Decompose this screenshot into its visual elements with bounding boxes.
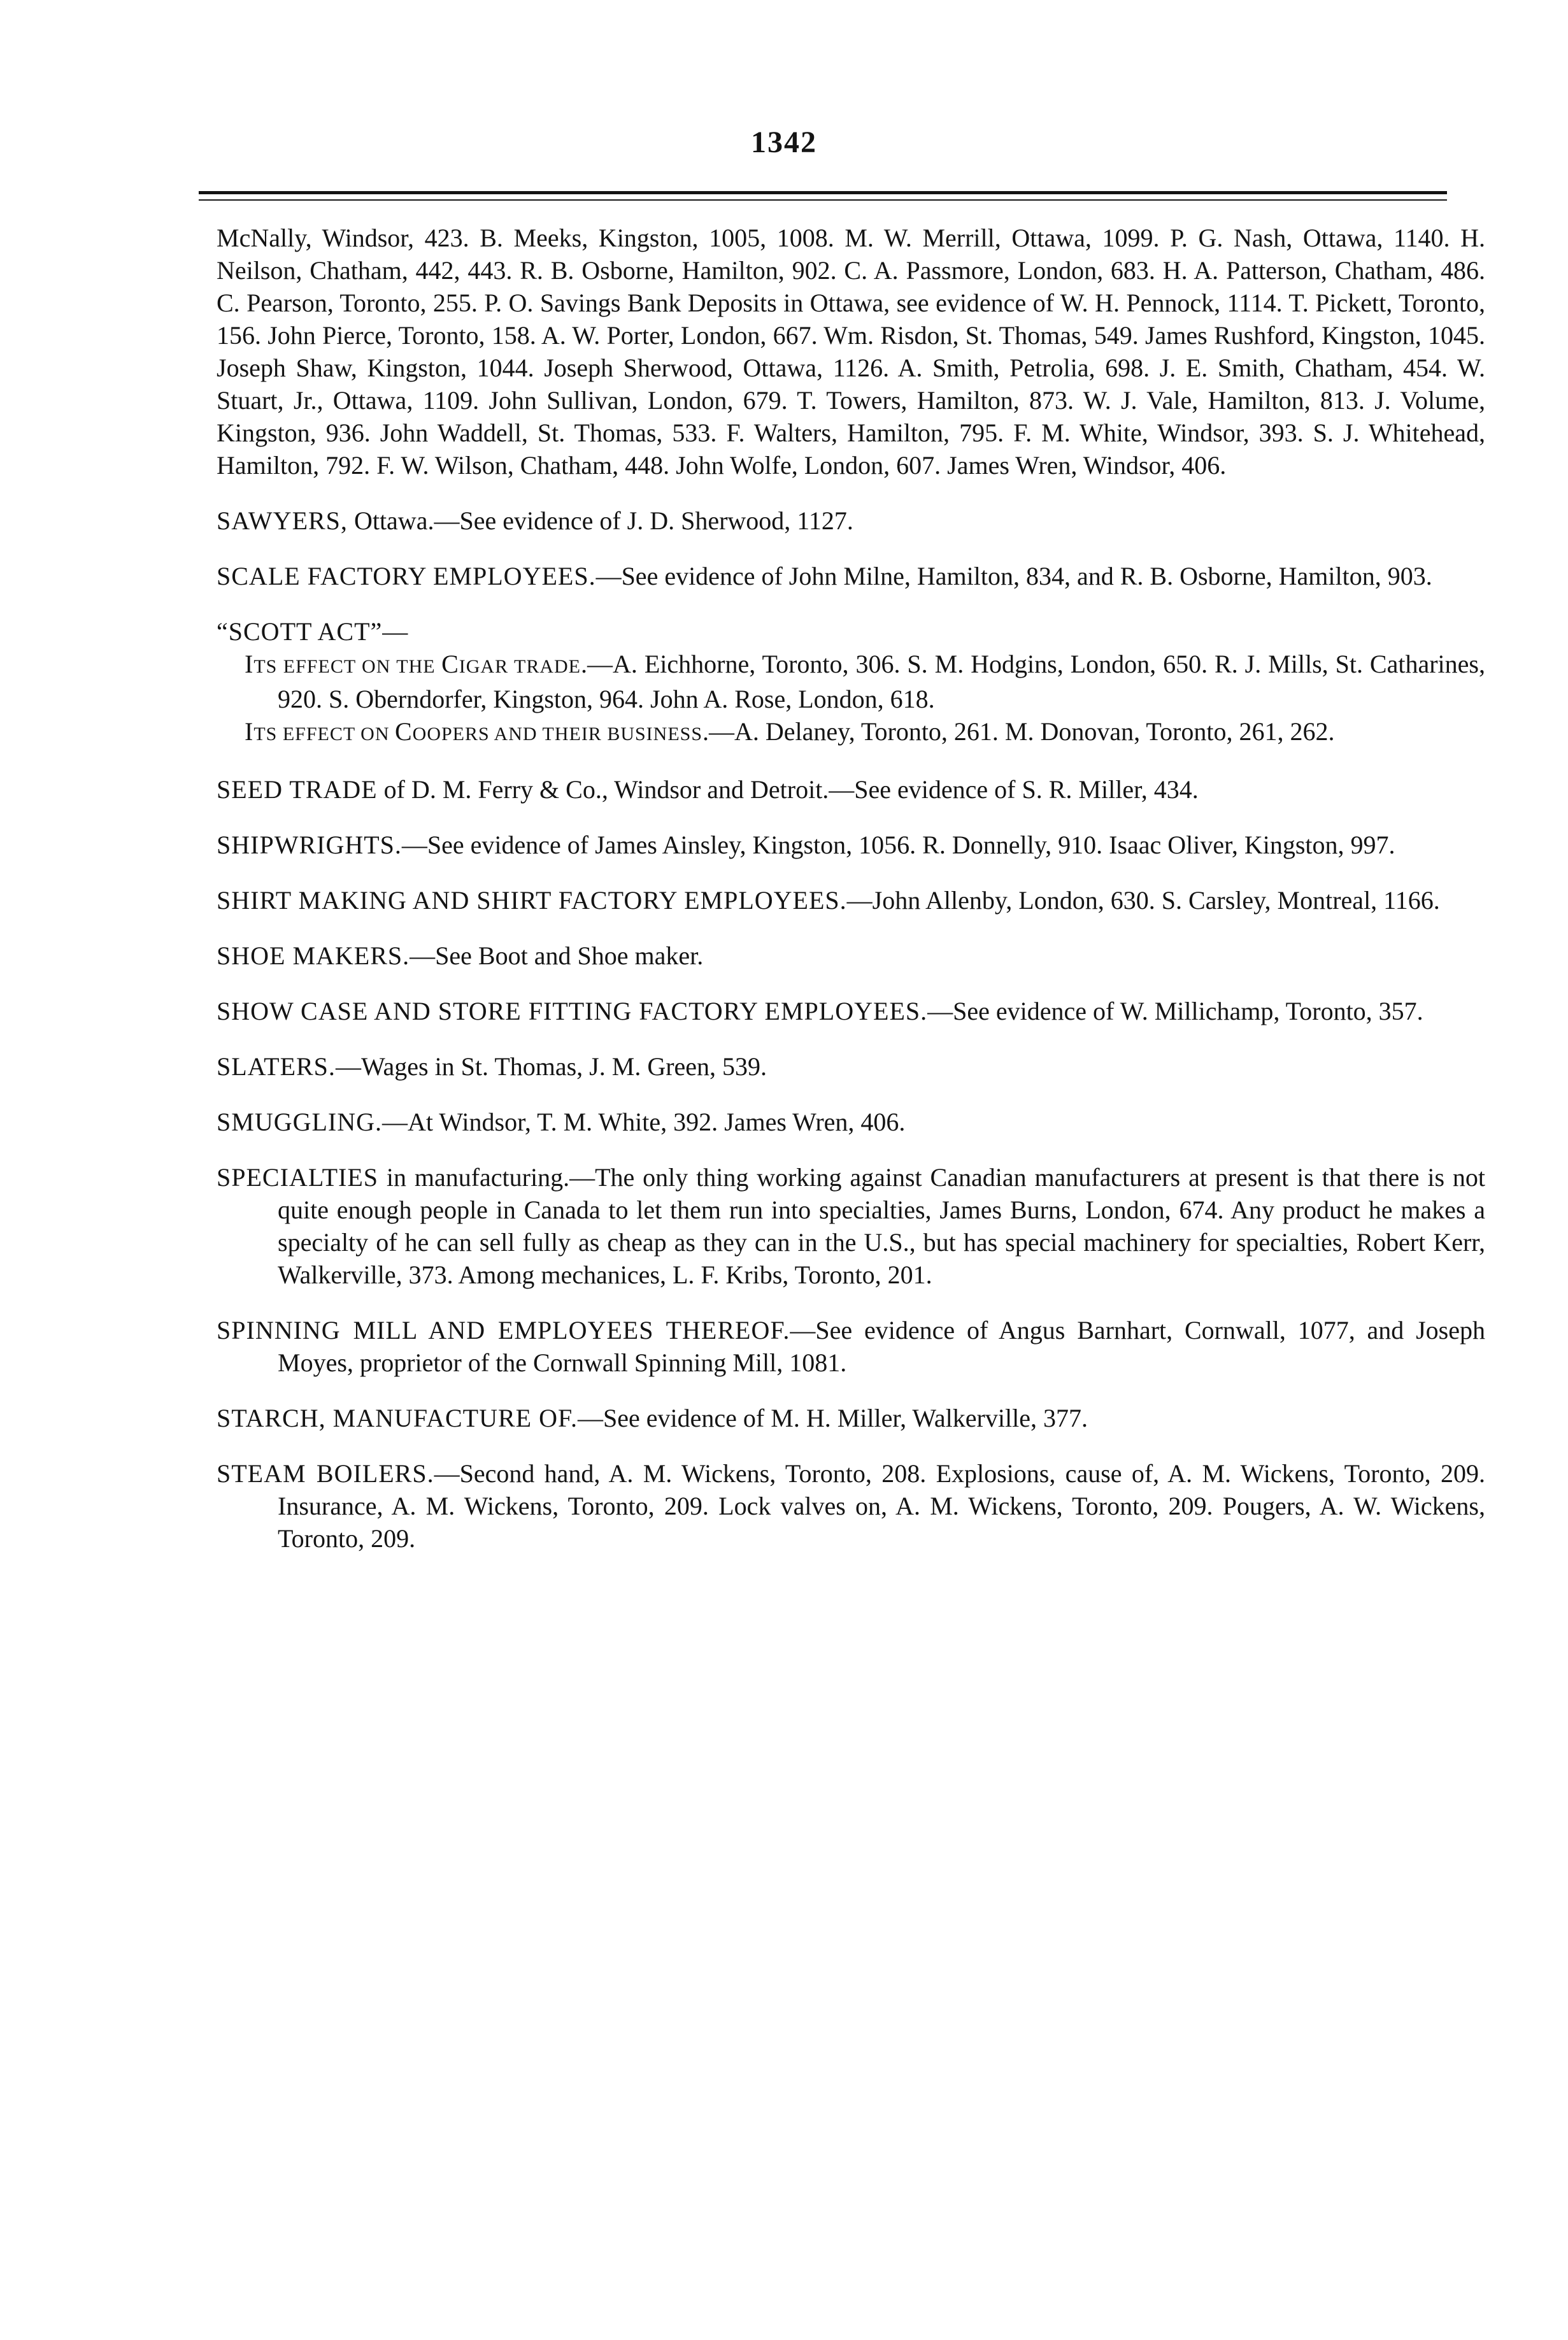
index-entry-scale-factory — [217, 560, 1485, 592]
entry-text: —John Allenby, London, 630. S. Carsley, Montreal, 1166. — [846, 886, 1440, 915]
index-entry-sawyers — [217, 504, 1485, 537]
entry-heading: SPINNING MILL AND EMPLOYEES THEREOF. — [217, 1316, 790, 1345]
entry-heading: SHIRT MAKING AND SHIRT FACTORY EMPLOYEES. — [217, 886, 847, 915]
entry-text: —See Boot and Shoe maker. — [410, 941, 704, 970]
index-entry-shoe-makers — [217, 939, 1485, 972]
entry-heading: SHOW CASE AND STORE FITTING FACTORY EMPLOYEES. — [217, 997, 928, 1025]
entry-heading: “SCOTT ACT”— — [217, 617, 409, 646]
entry-heading: SEED TRADE — [217, 775, 378, 804]
entry-text: —Wages in St. Thomas, J. M. Green, 539. — [335, 1052, 767, 1081]
header-rule-thick — [199, 191, 1447, 194]
entry-text: in manufacturing.—The only thing working against Canadian manufacturers at present is that there is not quite enough people in Canada to let them run into specialties, James Burns, London, 674. Any product he makes a specialty of he can sell fully as cheap as they can in the U.S., but has special machinery for specialties, Robert Kerr, Walkerville, 373. Among mechanices, L. F. Kribs, Toronto, 201. — [278, 1163, 1485, 1289]
subentry-text: .—A. Delaney, Toronto, 261. M. Donovan, Toronto, 261, 262. — [702, 717, 1335, 746]
index-entry-slaters — [217, 1050, 1485, 1083]
subentry-label-small: OOPERS AND THEIR BUSINESS — [412, 724, 703, 745]
entry-text: —At Windsor, T. M. White, 392. James Wren, 406. — [382, 1108, 906, 1136]
entry-text: of D. M. Ferry & Co., Windsor and Detroit.—See evidence of S. R. Miller, 434. — [377, 775, 1199, 804]
index-entry-seed-trade — [217, 773, 1485, 806]
entry-heading: SHIPWRIGHTS. — [217, 831, 402, 859]
entry-text: —See evidence of John Milne, Hamilton, 834, and R. B. Osborne, Hamilton, 903. — [595, 562, 1432, 590]
entry-heading: SAWYERS, — [217, 506, 348, 535]
entry-heading: STARCH, MANUFACTURE OF. — [217, 1404, 578, 1432]
subentry-label-cap: I — [245, 717, 254, 746]
subentry-label-small: TS EFFECT ON THE — [253, 656, 442, 677]
index-entry-show-case — [217, 995, 1485, 1027]
entry-text: McNally, Windsor, 423. B. Meeks, Kingston, 1005, 1008. M. W. Merrill, Ottawa, 1099. P. G. Nash, Ottawa, 1140. H. Neilson, Chatham, 442, 443. R. B. Osborne, Hamilton, 902. C. A. Passmore, London, 683. H. A. Patterson, Chatham, 486. C. Pearson, Toronto, 255. P. O. Savings Bank Deposits in Ottawa, see evidence of W. H. Pennock, 1114. T. Pickett, Toronto, 156. John Pierce, Toronto, 158. A. W. Porter, London, 667. Wm. Risdon, St. Thomas, 549. James Rushford, Kingston, 1045. Joseph Shaw, Kingston, 1044. Joseph Sherwood, Ottawa, 1126. A. Smith, Petrolia, 698. J. E. Smith, Chatham, 454. W. Stuart, Jr., Ottawa, 1109. John Sullivan, London, 679. T. Towers, Hamilton, 873. W. J. Vale, Hamilton, 813. J. Volume, Kingston, 936. John Waddell, St. Thomas, 533. F. Walters, Hamilton, 795. F. M. White, Windsor, 393. S. J. Whitehead, Hamilton, 792. F. W. Wilson, Chatham, 448. John Wolfe, London, 607. James Wren, Windsor, 406. — [217, 224, 1485, 480]
subentry-label-small: TS EFFECT ON — [253, 724, 395, 745]
subentry-label-cap: C — [441, 650, 459, 678]
entry-heading: SMUGGLING. — [217, 1108, 382, 1136]
index-entry-continuation — [217, 222, 1485, 482]
entry-heading: SPECIALTIES — [217, 1163, 379, 1192]
page-number: 1342 — [751, 125, 817, 159]
entry-heading: STEAM BOILERS. — [217, 1459, 434, 1488]
subentry-label — [245, 717, 703, 746]
entry-text: —See evidence of James Ainsley, Kingston, 1056. R. Donnelly, 910. Isaac Oliver, Kingston, 997. — [401, 831, 1395, 859]
entry-text: Ottawa.—See evidence of J. D. Sherwood, 1127. — [347, 506, 853, 535]
entry-text: —See evidence of Angus Barnhart, Cornwall, 1077, and Joseph Moyes, proprietor of the Cornwall Spinning Mill, 1081. — [278, 1316, 1486, 1377]
index-entry-starch — [217, 1402, 1485, 1434]
index-content — [217, 222, 1485, 1578]
scott-act-subentry-coopers — [217, 715, 1485, 750]
entry-heading: SHOE MAKERS. — [217, 941, 410, 970]
index-entry-specialties — [217, 1161, 1485, 1291]
index-entry-spinning-mill — [217, 1314, 1485, 1379]
entry-text: —See evidence of W. Millichamp, Toronto, 357. — [927, 997, 1423, 1025]
index-entry-steam-boilers — [217, 1457, 1485, 1555]
entry-text: —Second hand, A. M. Wickens, Toronto, 208. Explosions, cause of, A. M. Wickens, Toronto, 209. Insurance, A. M. Wickens, Toronto, 209. Lock valves on, A. M. Wickens, Toronto, 209. Pougers, A. W. Wickens, Toronto, 209. — [278, 1459, 1485, 1553]
entry-heading: SLATERS. — [217, 1052, 336, 1081]
subentry-label-cap: C — [394, 717, 413, 746]
index-entry-shirt-making — [217, 884, 1485, 917]
subentry-text: .—A. Eichhorne, Toronto, 306. S. M. Hodgins, London, 650. R. J. Mills, St. Catharines, 920. S. Oberndorfer, Kingston, 964. John A. Rose, London, 618. — [278, 650, 1485, 713]
scott-act-subentry-cigar — [217, 648, 1485, 715]
subentry-label-small: IGAR TRADE — [459, 656, 581, 677]
entry-heading: SCALE FACTORY EMPLOYEES. — [217, 562, 596, 590]
index-entry-smuggling — [217, 1106, 1485, 1138]
entry-text: —See evidence of M. H. Miller, Walkerville, 377. — [578, 1404, 1088, 1432]
subentry-label-cap: I — [245, 650, 254, 678]
index-entry-scott-act — [217, 615, 1485, 648]
subentry-label — [245, 650, 581, 678]
index-entry-shipwrights — [217, 829, 1485, 861]
header-rule-thin — [199, 199, 1447, 201]
